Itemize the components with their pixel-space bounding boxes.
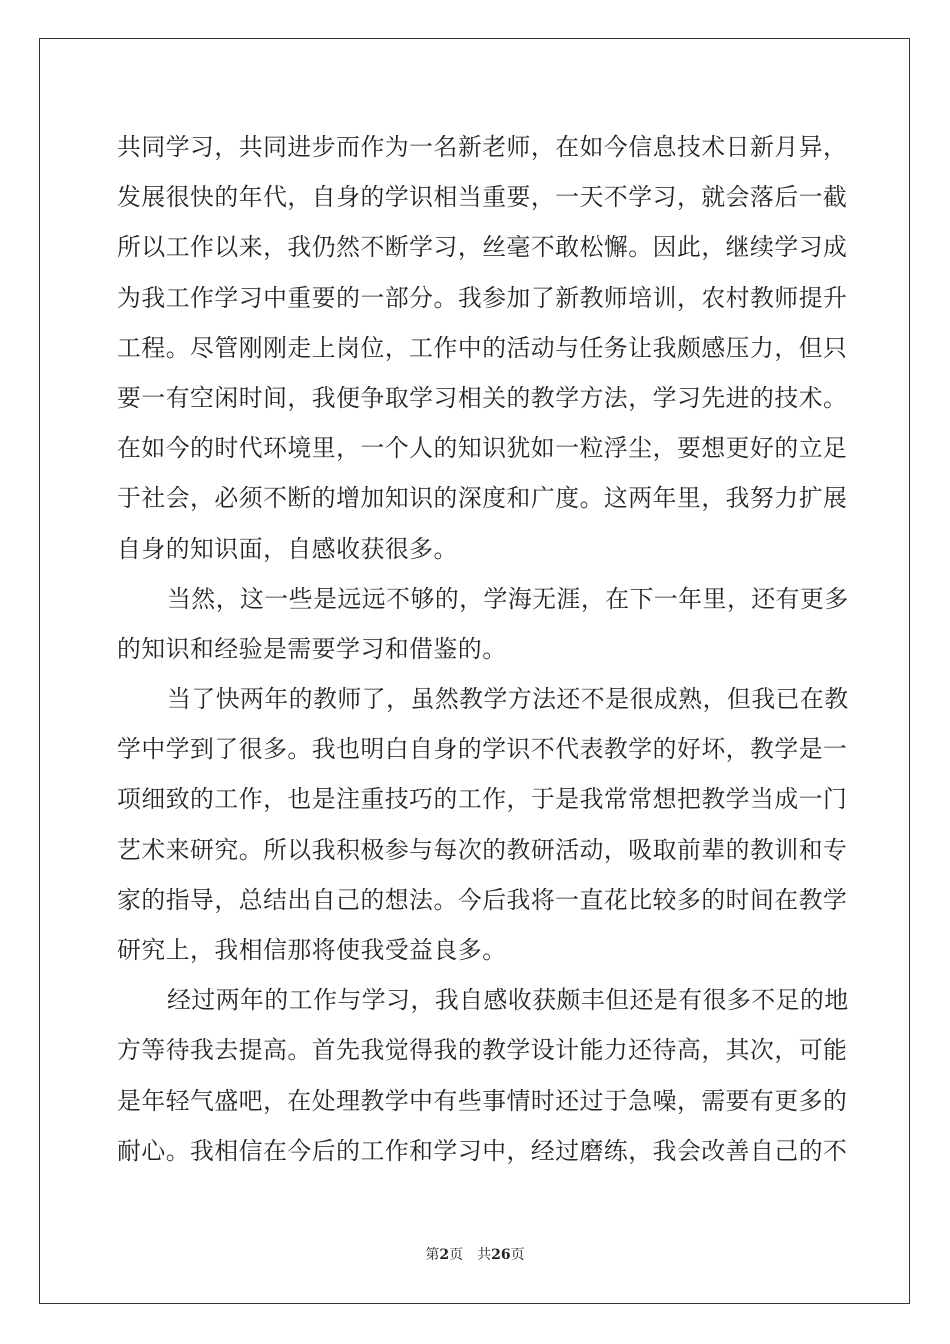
text-line: 经过两年的工作与学习，我自感收获颇丰但还是有很多不足的地 <box>167 986 849 1015</box>
text-line: 耐心。我相信在今后的工作和学习中，经过磨练，我会改善自己的不 <box>117 1136 848 1165</box>
text-line: 共同学习，共同进步而作为一名新老师，在如今信息技术日新月异， <box>117 133 848 161</box>
text-line: 的知识和经验是需要学习和借鉴的。 <box>117 634 507 663</box>
page-number: 2 <box>439 1247 450 1263</box>
text-line: 家的指导，总结出自己的想法。今后我将一直花比较多的时间在教学 <box>117 885 848 914</box>
text-line: 要一有空闲时间，我便争取学习相关的教学方法，学习先进的技术。 <box>117 383 848 412</box>
text-line: 学中学到了很多。我也明白自身的学识不代表教学的好坏，教学是一 <box>117 735 848 764</box>
text-line: 当然，这一些是远远不够的，学海无涯，在下一年里，还有更多 <box>167 584 849 613</box>
text-line: 发展很快的年代，自身的学识相当重要，一天不学习，就会落后一截 <box>117 183 848 212</box>
total-pages: 26 <box>491 1247 511 1263</box>
text-line: 在如今的时代环境里，一个人的知识犹如一粒浮尘，要想更好的立足 <box>117 434 848 463</box>
text-line: 所以工作以来，我仍然不断学习，丝毫不敢松懈。因此，继续学习成 <box>117 233 848 262</box>
text-line: 工程。尽管刚刚走上岗位，工作中的活动与任务让我颇感压力，但只 <box>117 333 848 362</box>
text-line: 于社会，必须不断的增加知识的深度和广度。这两年里，我努力扩展 <box>117 484 848 513</box>
text-line: 项细致的工作，也是注重技巧的工作，于是我常常想把教学当成一门 <box>117 785 848 814</box>
text-line: 当了快两年的教师了，虽然教学方法还不是很成熟，但我已在教 <box>167 685 849 714</box>
text-line: 是年轻气盛吧，在处理教学中有些事情时还过于急噪，需要有更多的 <box>117 1086 848 1115</box>
page-suffix: 页 <box>449 1247 464 1263</box>
document-body <box>117 122 849 1176</box>
page-prefix: 第 <box>425 1247 440 1263</box>
text-line: 艺术来研究。所以我积极参与每次的教研活动，吸取前辈的教训和专 <box>117 835 848 864</box>
total-suffix: 页 <box>510 1247 525 1263</box>
text-line: 自身的知识面，自感收获很多。 <box>117 534 458 563</box>
text-line: 方等待我去提高。首先我觉得我的教学设计能力还待高，其次，可能 <box>117 1036 848 1065</box>
text-line: 研究上，我相信那将使我受益良多。 <box>117 936 507 964</box>
total-prefix: 共 <box>477 1247 492 1263</box>
text-line: 为我工作学习中重要的一部分。我参加了新教师培训，农村教师提升 <box>117 283 848 312</box>
page-footer <box>0 1244 950 1264</box>
